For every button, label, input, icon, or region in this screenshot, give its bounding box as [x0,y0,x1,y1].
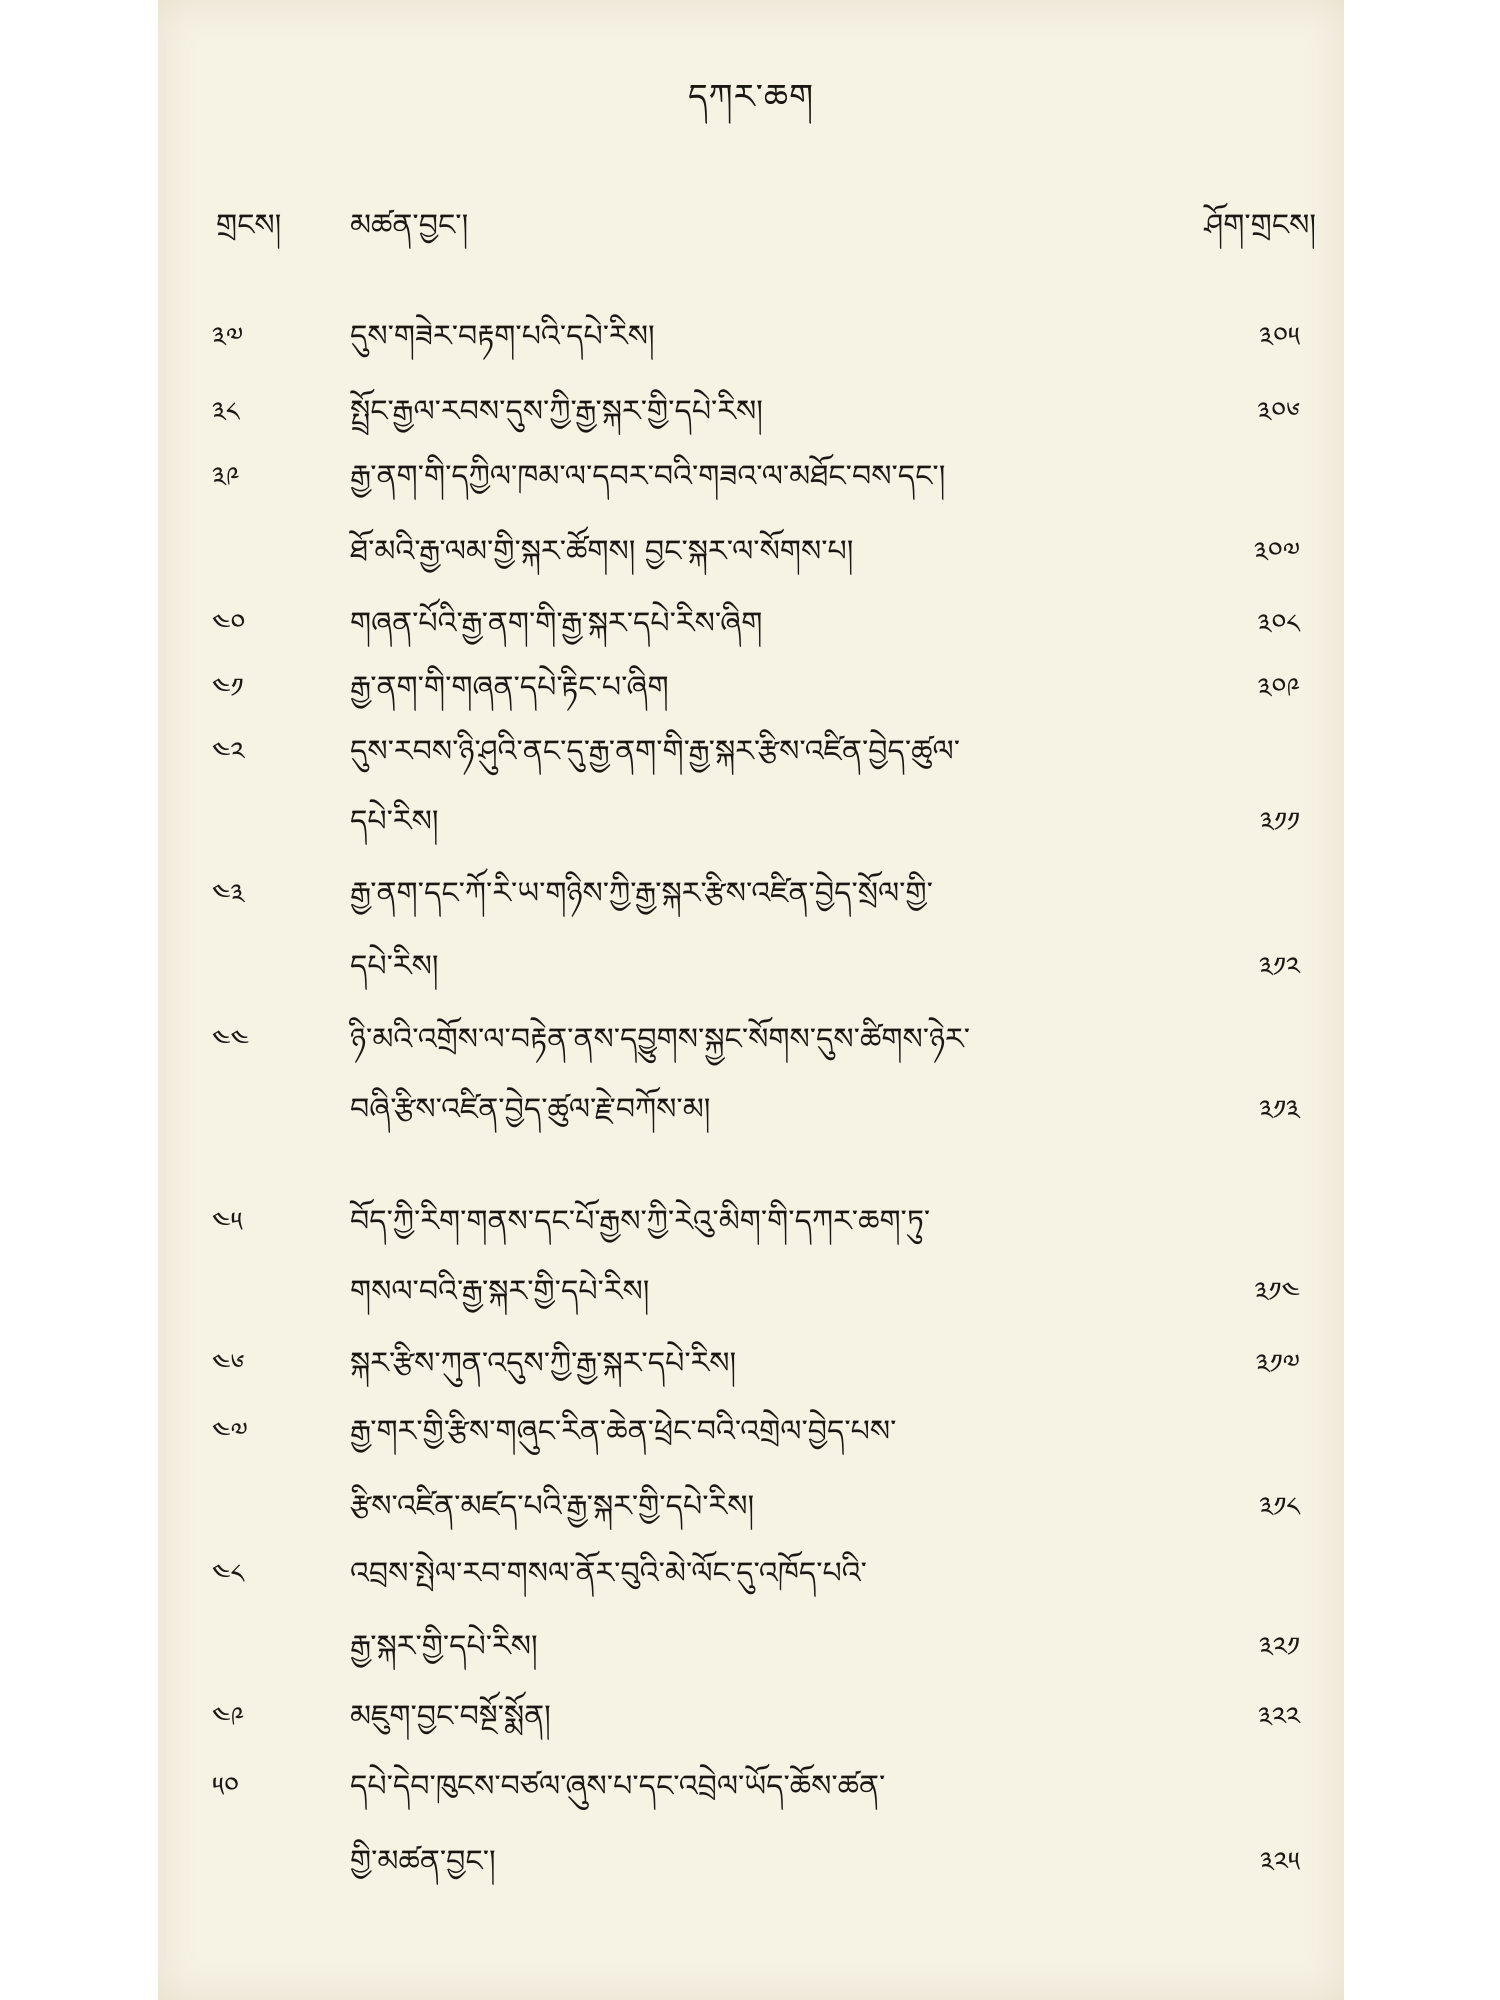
entry-number: ༤༥ [212,1207,243,1238]
entry-page-number: ༣༡༣ [1259,1095,1300,1126]
entry-number: ༤༢ [212,737,245,768]
entry-title-line: འབྲས་སྤེལ་རབ་གསལ་ནོར་བུའི་མེ་ལོང་དུ་འཁོད་པའི་ [350,1556,867,1591]
entry-title-line: གསལ་བའི་རྒྱ་སྐར་གྱི་དཔེ་རིས། [350,1274,650,1309]
entry-title-line: རྩིས་འཛིན་མཛད་པའི་རྒྱ་སྐར་གྱི་དཔེ་རིས། [350,1489,755,1524]
entry-title-line: གྱི་མཚན་བྱང་། [350,1844,496,1879]
entry-number: ༥༠ [212,1772,239,1803]
entry-number: ༤༧ [212,1417,248,1448]
entry-title-line: སྤྲོང་རྒྱལ་རབས་དུས་ཀྱི་རྒྱ་སྐར་གྱི་དཔེ་རིས། [350,394,763,429]
entry-number: ༣༨ [212,397,240,428]
document-page [158,0,1344,2000]
entry-title-line: རྒྱ་སྐར་གྱི་དཔེ་རིས། [350,1629,538,1664]
entry-title-line: དཔེ་རིས། [350,949,439,984]
entry-title-line: དུས་རབས་ཉི་ཤུའི་ནང་དུ་རྒྱ་ནག་གི་རྒྱ་སྐར་རྩིས་འཛིན་བྱེད་ཚུལ་ [350,734,961,769]
entry-title-line: རྒྱ་ནག་དང་ཀོ་རི་ཡ་གཉིས་ཀྱི་རྒྱ་སྐར་རྩིས་འཛིན་བྱེད་སྲོལ་གྱི་ [350,876,933,911]
header-page: ཤོག་གྲངས། [1204,208,1316,243]
entry-page-number: ༣༡༢ [1259,952,1300,983]
entry-number: ༣༧ [212,322,244,353]
entry-number: ༣༩ [212,462,240,493]
entry-title-line: དཔེ་དེབ་ཁུངས་བཙལ་ཞུས་པ་དང་འབྲེལ་ཡོད་ཆོས་ཚན་ [350,1769,886,1804]
header-number: གྲངས། [216,208,282,243]
entry-title-line: རྒྱ་ནག་གི་གཞན་དཔེ་རྟིང་པ་ཞིག [350,670,669,705]
entry-page-number: ༣༡༨ [1259,1492,1300,1523]
entry-title-line: ཐོ་མའི་རྒྱ་ལམ་གྱི་སྐར་ཚོགས། བྱང་སྐར་ལ་སོགས་པ། [350,534,854,569]
entry-number: ༤༩ [212,1702,245,1733]
entry-title-line: བཞི་རྩིས་འཛིན་བྱེད་ཚུལ་རྗེ་བཀོས་མ། [350,1092,711,1127]
entry-page-number: ༣༠༥ [1259,322,1300,353]
header-title: མཚན་བྱང་། [350,208,469,243]
entry-number: ༤༠ [212,609,246,640]
entry-title-line: ཉི་མའི་འགྲོས་ལ་བརྟེན་ནས་དབྱུགས་སྐྱང་སོགས་དུས་ཚིགས་ཉེར་ [350,1022,971,1057]
entry-number: ༤༡ [212,673,244,704]
entry-title-line: རྒྱ་ནག་གི་དཀྱིལ་ཁམ་ལ་དབར་བའི་གཟའ་ལ་མཐོང་བས་དང་། [350,459,946,494]
entry-number: ༤༦ [212,1349,245,1380]
entry-title-line: བོད་ཀྱི་རིག་གནས་དང་པོ་རྒྱས་ཀྱི་རེའུ་མིག་གི་དཀར་ཆག་ཏུ་ [350,1204,931,1239]
entry-page-number: ༣༡༤ [1254,1277,1300,1308]
entry-title-line: གཞན་པོའི་རྒྱ་ནག་གི་རྒྱ་སྐར་དཔེ་རིས་ཞིག [350,606,763,641]
entry-title-line: རྒྱ་གར་གྱི་རྩིས་གཞུང་རིན་ཆེན་ཕྲེང་བའི་འགྲེལ་བྱེད་པས་ [350,1414,897,1449]
entry-title-line: དཔེ་རིས། [350,804,439,839]
entry-number: ༤༨ [212,1559,245,1590]
entry-page-number: ༣༢༥ [1260,1847,1300,1878]
entry-page-number: ༣༡༧ [1255,1349,1300,1380]
entry-title-line: མཇུག་བྱང་བསྔོ་སྨོན། [350,1699,551,1734]
entry-page-number: ༣༢༢ [1258,1702,1300,1733]
page-title: དཀར་ཆག [687,77,815,117]
entry-title-line: དུས་གཟེར་བརྟག་པའི་དཔེ་རིས། [350,319,655,354]
entry-page-number: ༣༠༨ [1257,609,1300,640]
entry-page-number: ༣༠༧ [1253,537,1300,568]
entry-title-line: སྐར་རྩིས་ཀུན་འདུས་ཀྱི་རྒྱ་སྐར་དཔེ་རིས། [350,1346,737,1381]
entry-page-number: ༣༠༩ [1257,673,1300,704]
entry-number: ༤༣ [212,879,245,910]
entry-page-number: ༣༢༡ [1259,1632,1300,1663]
entry-number: ༤༤ [212,1025,250,1056]
entry-page-number: ༣༠༦ [1257,397,1300,428]
entry-page-number: ༣༡༡ [1259,807,1300,838]
